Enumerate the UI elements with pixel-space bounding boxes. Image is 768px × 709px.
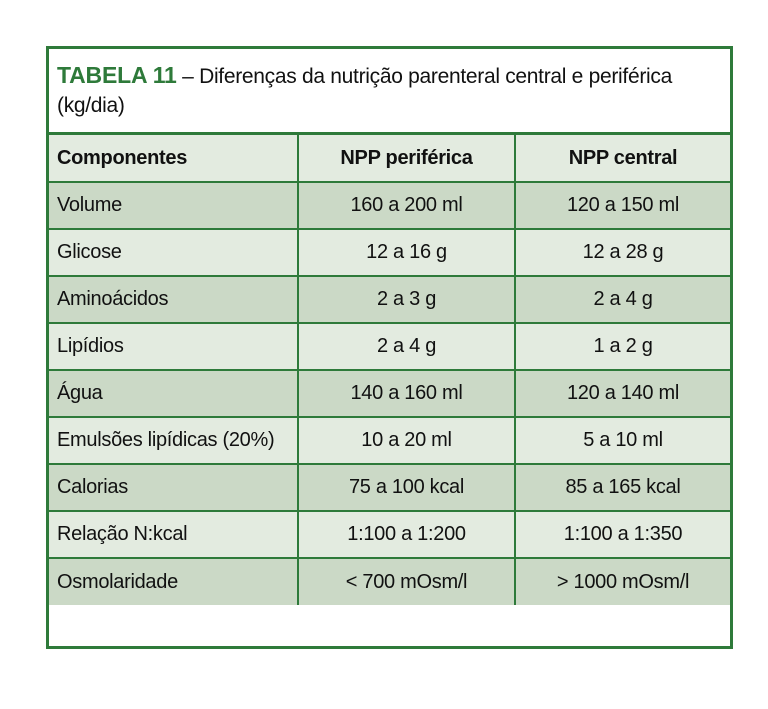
table-caption-text: – Diferenças da nutrição parenteral central e periférica (kg/dia) — [57, 65, 672, 117]
periferica-value: 1:100 a 1:200 — [298, 511, 515, 558]
row-label: Glicose — [49, 229, 298, 276]
table-caption-label: TABELA 11 — [57, 62, 177, 88]
central-value: 12 a 28 g — [515, 229, 730, 276]
table-row — [49, 558, 730, 605]
periferica-value: 160 a 200 ml — [298, 182, 515, 229]
table-row — [49, 323, 730, 370]
central-value: 120 a 140 ml — [515, 370, 730, 417]
periferica-value: 10 a 20 ml — [298, 417, 515, 464]
row-label: Relação N:kcal — [49, 511, 298, 558]
header-npp-periferica: NPP periférica — [298, 135, 515, 182]
central-value: 85 a 165 kcal — [515, 464, 730, 511]
header-npp-central: NPP central — [515, 135, 730, 182]
table-caption — [49, 49, 730, 135]
table-row — [49, 229, 730, 276]
periferica-value: 140 a 160 ml — [298, 370, 515, 417]
row-label: Lipídios — [49, 323, 298, 370]
row-label: Osmolaridade — [49, 558, 298, 605]
table-row — [49, 511, 730, 558]
row-label: Calorias — [49, 464, 298, 511]
nutrition-comparison-table — [49, 135, 730, 605]
row-label: Emulsões lipídicas (20%) — [49, 417, 298, 464]
central-value: > 1000 mOsm/l — [515, 558, 730, 605]
table-header-row — [49, 135, 730, 182]
central-value: 5 a 10 ml — [515, 417, 730, 464]
table-row — [49, 182, 730, 229]
periferica-value: 75 a 100 kcal — [298, 464, 515, 511]
header-componentes: Componentes — [49, 135, 298, 182]
nutrition-table-card — [46, 46, 733, 649]
table-row — [49, 464, 730, 511]
periferica-value: 12 a 16 g — [298, 229, 515, 276]
table-row — [49, 370, 730, 417]
table-row — [49, 417, 730, 464]
row-label: Volume — [49, 182, 298, 229]
periferica-value: < 700 mOsm/l — [298, 558, 515, 605]
periferica-value: 2 a 3 g — [298, 276, 515, 323]
row-label: Aminoácidos — [49, 276, 298, 323]
central-value: 1 a 2 g — [515, 323, 730, 370]
central-value: 120 a 150 ml — [515, 182, 730, 229]
central-value: 2 a 4 g — [515, 276, 730, 323]
row-label: Água — [49, 370, 298, 417]
periferica-value: 2 a 4 g — [298, 323, 515, 370]
table-row — [49, 276, 730, 323]
central-value: 1:100 a 1:350 — [515, 511, 730, 558]
